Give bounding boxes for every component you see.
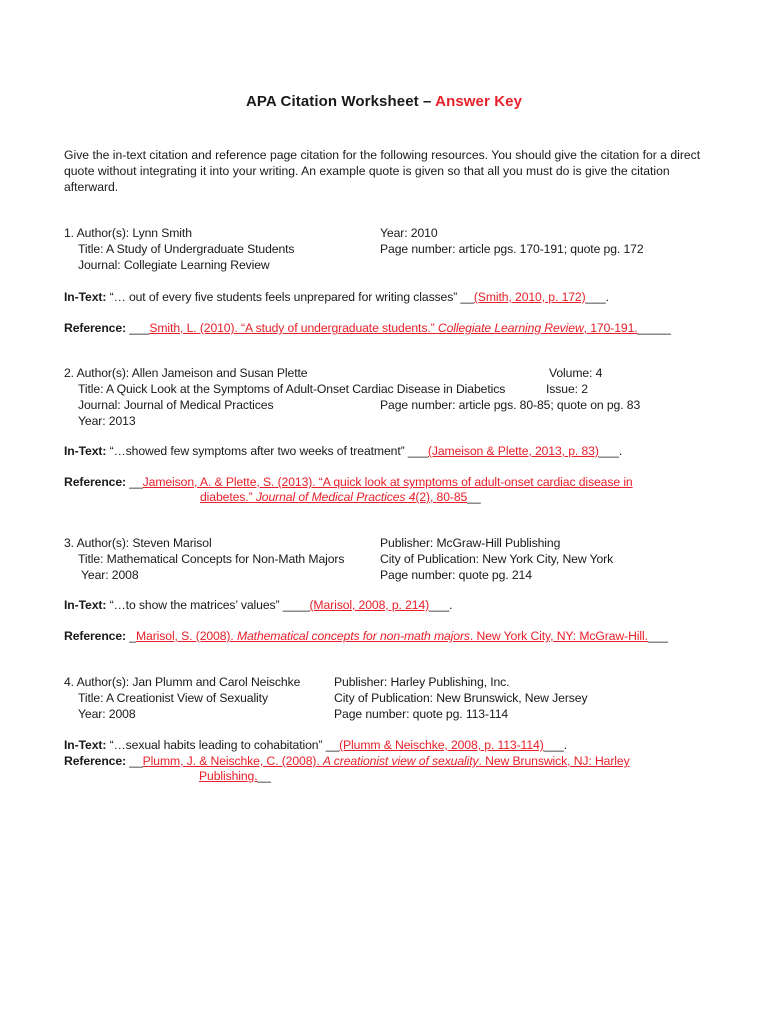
intext-line xyxy=(64,737,567,753)
item-title: Title: A Quick Look at the Symptoms of Adult-Onset Cardiac Disease in Diabetics xyxy=(78,382,506,396)
item-year: Year: 2010 xyxy=(380,226,438,240)
reference-tail: __ xyxy=(257,769,271,783)
reference-answer-line-2: Publishing. xyxy=(199,769,258,783)
intext-quote: “… out of every five students feels unprepared for writing classes” __ xyxy=(109,290,474,304)
reference-prefix: _ xyxy=(129,629,136,643)
intext-answer: (Marisol, 2008, p. 214) xyxy=(309,598,430,612)
item-authors: 1. Author(s): Lynn Smith xyxy=(64,226,192,240)
item-title: Title: A Creationist View of Sexuality xyxy=(78,691,268,705)
reference-answer-line-1: Plumm, J. & Neischke, C. (2008). A creationist view of sexuality. New Brunswick, NJ: Harley xyxy=(142,754,630,768)
reference-answer: Marisol, S. (2008). Mathematical concepts for non-math majors. New York City, NY: McGraw-Hill. xyxy=(135,629,648,643)
reference-label: Reference: xyxy=(64,321,126,335)
intext-line xyxy=(64,443,622,459)
reference-line-2 xyxy=(200,489,481,505)
page-title xyxy=(0,93,768,110)
reference-prefix: __ xyxy=(129,754,143,768)
reference-answer-line-2: diabetes.” Journal of Medical Practices 4(2), 80-85 xyxy=(200,490,468,504)
title-accent: Answer Key xyxy=(435,93,523,110)
item-authors: 4. Author(s): Jan Plumm and Carol Neischke xyxy=(64,675,301,689)
reference-tail: _____ xyxy=(637,321,671,335)
reference-answer-line-1: Jameison, A. & Plette, S. (2013). “A quick look at symptoms of adult-onset cardiac disease in xyxy=(142,475,633,489)
item-year: Year: 2013 xyxy=(78,414,136,428)
reference-line xyxy=(64,320,671,336)
intext-tail: ___. xyxy=(429,598,453,612)
intext-label: In-Text: xyxy=(64,598,107,612)
item-authors: 2. Author(s): Allen Jameison and Susan Plette xyxy=(64,366,308,380)
intext-line xyxy=(64,597,452,613)
intext-quote: “…to show the matrices’ values” ____ xyxy=(109,598,310,612)
reference-answer: Smith, L. (2010). “A study of undergraduate students.” Collegiate Learning Review, 170-191. xyxy=(149,321,638,335)
item-city: City of Publication: New Brunswick, New Jersey xyxy=(334,691,588,705)
reference-line xyxy=(64,628,668,644)
instructions: Give the in-text citation and reference page citation for the following resources. You should give the citation for a direct quote without integrating it into your writing. An example quote is given so that all you must do is give the citation afterward. xyxy=(64,148,701,194)
item-volume: Volume: 4 xyxy=(549,366,603,380)
item-city: City of Publication: New York City, New York xyxy=(380,552,614,566)
item-year: Year: 2008 xyxy=(78,707,136,721)
intext-answer: (Jameison & Plette, 2013, p. 83) xyxy=(427,444,599,458)
reference-tail: ___ xyxy=(647,629,668,643)
item-pages: Page number: article pgs. 170-191; quote pg. 172 xyxy=(380,242,644,256)
intext-answer: (Smith, 2010, p. 172) xyxy=(473,290,586,304)
item-authors: 3. Author(s): Steven Marisol xyxy=(64,536,212,550)
intext-label: In-Text: xyxy=(64,738,107,752)
item-title: Title: A Study of Undergraduate Students xyxy=(78,242,295,256)
intext-label: In-Text: xyxy=(64,290,107,304)
title-main: APA Citation Worksheet – xyxy=(245,93,432,110)
reference-prefix: __ xyxy=(129,475,143,489)
item-publisher: Publisher: McGraw-Hill Publishing xyxy=(380,536,561,550)
item-journal: Journal: Journal of Medical Practices xyxy=(78,398,274,412)
reference-tail: __ xyxy=(467,490,481,504)
reference-label: Reference: xyxy=(64,629,126,643)
item-journal: Journal: Collegiate Learning Review xyxy=(78,258,270,272)
reference-line xyxy=(64,753,630,769)
intext-quote: “…showed few symptoms after two weeks of treatment” ___ xyxy=(109,444,428,458)
reference-prefix: ___ xyxy=(129,321,150,335)
intext-quote: “…sexual habits leading to cohabitation” __ xyxy=(109,738,340,752)
reference-line xyxy=(64,474,633,490)
item-pages: Page number: quote pg. 214 xyxy=(380,568,532,582)
item-pages: Page number: quote pg. 113-114 xyxy=(334,707,509,721)
reference-label: Reference: xyxy=(64,754,126,768)
intext-tail: ___. xyxy=(543,738,567,752)
item-title: Title: Mathematical Concepts for Non-Math Majors xyxy=(78,552,345,566)
item-pages: Page number: article pgs. 80-85; quote on pg. 83 xyxy=(380,398,641,412)
item-year: Year: 2008 xyxy=(81,568,139,582)
intext-tail: ___. xyxy=(598,444,623,458)
item-issue: Issue: 2 xyxy=(546,382,588,396)
reference-label: Reference: xyxy=(64,475,126,489)
item-publisher: Publisher: Harley Publishing, Inc. xyxy=(334,675,510,689)
intext-label: In-Text: xyxy=(64,444,107,458)
intext-line xyxy=(64,289,609,305)
reference-line-2 xyxy=(199,768,271,784)
intext-tail: ___. xyxy=(585,290,609,304)
intext-answer: (Plumm & Neischke, 2008, p. 113-114) xyxy=(339,738,544,752)
